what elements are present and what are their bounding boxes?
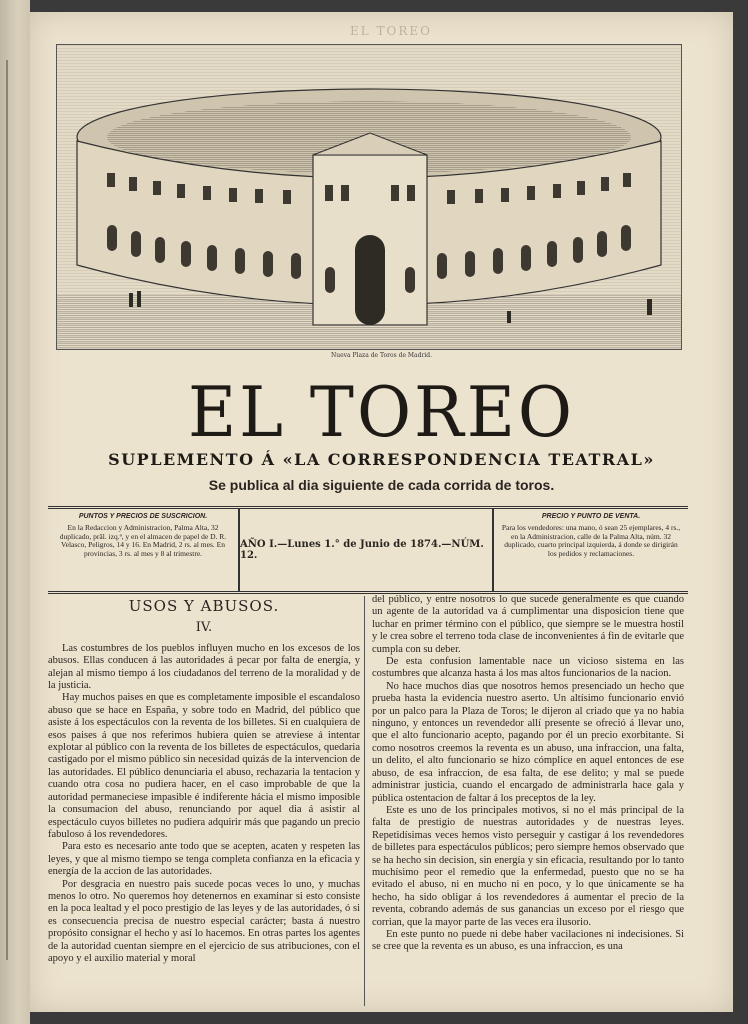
article-title: USOS Y ABUSOS. bbox=[128, 597, 280, 615]
adjacent-page-edge bbox=[0, 0, 30, 1024]
article-paragraph: Hay muchos paises en que es completamente imposible el escandaloso abuso que se hace en España, y sobre todo en Madrid, del público que asiste á los espectáculos con la reventa de los billetes. Si en cualquiera de esos paises á que nos referimos hubiera quien se atreviese á intentar explotar al público con la reventa de los billetes de espectáculos, quedaria castigado por el mismo público sin necesidad quizás de la intervencion de las autoridades. El público denunciaria el abuso, rechazaria la tentacion y cuando otra cosa no pudiera hacer, en el caso improbable de que la autoridad permaneciese impasible é indiferente hácia el mismo imposible la consumacion del abuso, renunciando por aquel dia á asistir al espectáculo cuyos billetes no pudiera adquirir más que pagando un precio fabuloso á los revendedores. bbox=[48, 692, 360, 840]
bullring-engraving bbox=[56, 44, 682, 350]
masthead-title: EL TOREO bbox=[187, 372, 576, 453]
sale-text: Para los vendedores: una mano, ó sean 25 ejemplares, 4 rs., en la Administracion, calle de la Palma Alta, núm. 32 duplicado, cuarto principal izquierda, á donde se dirigirán los pedidos y reclamaciones. bbox=[501, 523, 681, 558]
sale-box bbox=[492, 509, 688, 591]
article-paragraph: Por desgracia en nuestro pais sucede pocas veces lo uno, y muchas menos lo otro. No queremos hoy detenernos en examinar si esto consiste en la poca lealtad y el poco prestigio de las leyes y de las autoridades, ó si es consecuencia precisa de nuestro especial carácter; basta á nuestro propósito consignar el hecho y así lo hacemos. En otras partes los agentes de la autoridad cuentan siempre en el ejercicio de sus atribuciones, con el apoyo y el auxilio material y moral bbox=[48, 878, 360, 964]
running-title: EL TOREO bbox=[350, 24, 433, 38]
article-paragraph: Las costumbres de los pueblos influyen mucho en los excesos de los abusos. Ellas conducen á las autoridades á pecar por falta de energía, y alejan al mismo tiempo á los ciudadanos del terreno de la moralidad y de la justicia. bbox=[48, 642, 360, 692]
column-divider bbox=[364, 596, 365, 1006]
article-paragraph: del público, y entre nosotros lo que sucede generalmente es que cuando un agente de la autoridad va á cumplimentar una disposicion tiene que luchar en primer término con el público, que siempre se le muestra hostil y le crea sobre el terreno toda clase de inconvenientes á fin de evitarle que cumpla con su deber. bbox=[372, 594, 684, 655]
article-paragraph: De esta confusion lamentable nace un vicioso sistema en las costumbres que alcanza hasta á los mas altos funcionarios de la nacion. bbox=[372, 656, 684, 680]
subscription-box bbox=[48, 509, 240, 591]
newspaper-page bbox=[30, 12, 733, 1012]
masthead-subtitle: SUPLEMENTO Á «LA CORRESPONDENCIA TEATRAL» bbox=[108, 450, 655, 469]
article-paragraph: En este punto no puede ni debe haber vacilaciones ni indecisiones. Si se cree que la reventa es un abuso, es una infraccion, es una bbox=[372, 928, 684, 953]
info-bar bbox=[48, 506, 688, 594]
article-paragraph: Para esto es necesario ante todo que se acepten, acaten y respeten las leyes, y que al mismo tiempo se tenga completa confianza en la eficacia y energía de la accion de las autoridades. bbox=[48, 841, 360, 878]
page-edge-line bbox=[6, 60, 8, 960]
subscription-text: En la Redaccion y Administracion, Palma Alta, 32 duplicado, prāl. izq.ª, y en el almacen de papel de D. R. Velasco, Peligros, 14 y 16. En Madrid, 2 rs. al mes. En provincias, 3 rs. al mes y 8 al trimestre. bbox=[59, 523, 227, 558]
article-number: IV. bbox=[195, 620, 213, 636]
engraving-caption: Nueva Plaza de Toros de Madrid. bbox=[330, 352, 433, 359]
article-paragraph: Este es uno de los principales motivos, si no el más principal de la falta de prestigio de nuestras autoridades y de nuestras leyes. Repetidísimas veces hemos visto perseguir y castigar á los revendedores de billetes para espectáculos públicos; pero siempre hemos observado que se ha hecho sin decision, sin energía y sin eficacia, resultando por lo tanto muchísimo peor el remedio que la enfermedad, puesto que no se ha evitado el abuso, ni en mucho ni en poco, y lo que únicamente se ha hecho, ha sido obligar á los revendedores á aumentar el precio de la reventa, cobrando además de sus ganancias un exceso por el riesgo que corrian, que la mayor parte de las veces era ilusorio. bbox=[372, 804, 684, 928]
article-paragraph: No hace muchos dias que nosotros hemos presenciado un hecho que prueba hasta la evidencia nuestro aserto. Un altísimo funcionario envió por un palco para la Plaza de Toros; le dijeron al criado que ya no habia ninguno, y entonces un revendedor allí presente se ofreció á llevar uno, que el alto funcionario acepto, pagando por él un precio exorbitante. Si como nosotros creemos la reventa es un abuso, una infraccion, una falta, un delito, el alto funcionario se hizo cómplice en aquel entonces de ese abuso, de esa infraccion, de esa falta, de ese delito; y mal se puede administrar justicia, cuando el encargado de administrarla hace gala y pública ostentacion de faltar á los preceptos de la ley. bbox=[372, 680, 684, 804]
publication-note: Se publica al dia siguiente de cada corrida de toros. bbox=[208, 477, 555, 493]
article-column-left bbox=[48, 594, 360, 965]
subscription-heading: PUNTOS Y PRECIOS DE SUSCRICION. bbox=[78, 513, 208, 520]
issue-line: AÑO I.—Lunes 1.° de Junio de 1874.—NÚM. 12. bbox=[240, 539, 484, 561]
sale-heading: PRECIO Y PUNTO DE VENTA. bbox=[541, 513, 641, 520]
article-column-right bbox=[372, 594, 684, 954]
